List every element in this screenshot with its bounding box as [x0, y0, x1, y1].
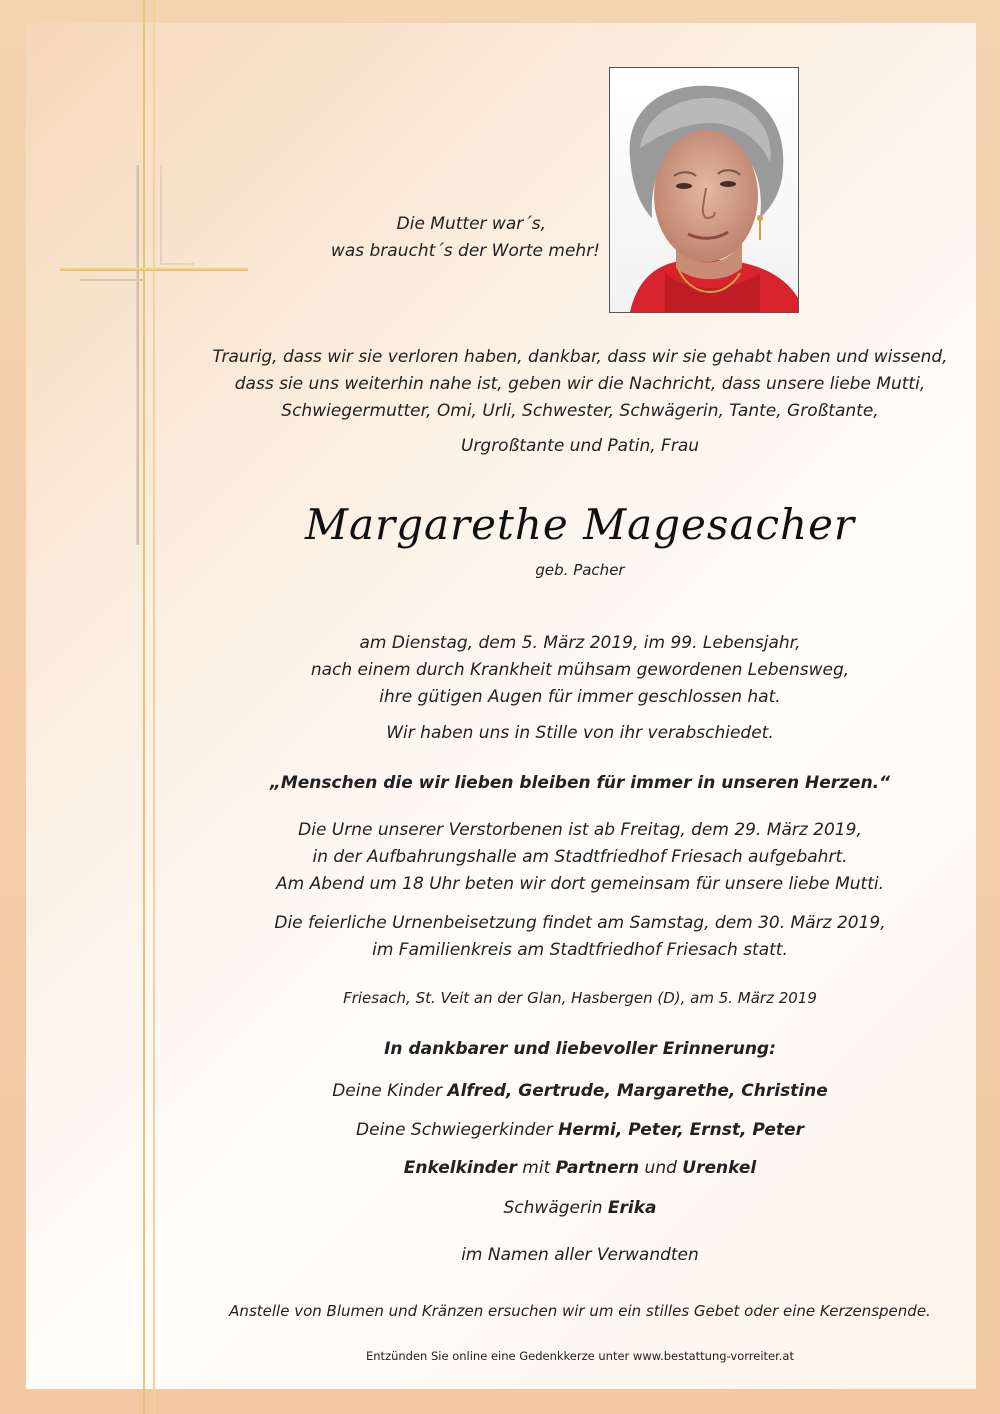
- portrait-illustration: [610, 68, 798, 312]
- grandchildren-with: mit: [522, 1158, 551, 1178]
- deceased-name: Margarethe Magesacher: [305, 500, 855, 549]
- intro-line-1: Traurig, dass wir sie verloren haben, dankbar, dass wir sie gehabt haben und wissend,: [212, 347, 948, 367]
- intro-line-4: Urgroßtante und Patin, Frau: [460, 436, 700, 456]
- intro-text: [190, 344, 970, 460]
- gold-line-right: [153, 0, 155, 1414]
- death-line-3: ihre gütigen Augen für immer geschlossen hat.: [379, 687, 781, 707]
- cross-shadow-horizontal: [160, 263, 194, 265]
- opening-quote-line-2: was braucht´s der Worte mehr!: [330, 241, 600, 261]
- burial-info: [190, 910, 970, 964]
- intro-line-3: Schwiegermutter, Omi, Urli, Schwester, Schwägerin, Tante, Großtante,: [281, 401, 879, 421]
- sister-in-law-name: Erika: [607, 1198, 657, 1218]
- portrait-photo: [609, 67, 799, 313]
- birth-name: geb. Pacher: [535, 561, 625, 579]
- place-and-date: Friesach, St. Veit an der Glan, Hasbergen (D), am 5. März 2019: [343, 989, 817, 1007]
- motto-quote: „Menschen die wir lieben bleiben für immer in unseren Herzen.“: [269, 773, 891, 793]
- family-grandchildren: [190, 1155, 970, 1182]
- cross-icon-horizontal: [60, 268, 248, 271]
- intro-line-2: dass sie uns weiterhin nahe ist, geben wir die Nachricht, dass unsere liebe Mutti,: [234, 374, 926, 394]
- opening-quote-line-1: Die Mutter war´s,: [396, 214, 546, 234]
- grandchildren-partners: Partnern: [555, 1158, 640, 1178]
- opening-quote: [300, 211, 600, 265]
- remembrance-heading: In dankbarer und liebevoller Erinnerung:: [384, 1039, 776, 1059]
- gold-line-left: [143, 0, 145, 1414]
- sister-in-law-prefix: Schwägerin: [503, 1198, 603, 1218]
- children-prefix: Deine Kinder: [332, 1081, 443, 1101]
- grandchildren-label: Enkelkinder: [403, 1158, 517, 1178]
- online-candle-link[interactable]: Entzünden Sie online eine Gedenkkerze unter www.bestattung-vorreiter.at: [366, 1349, 794, 1363]
- children-in-law-names: Hermi, Peter, Ernst, Peter: [558, 1120, 804, 1140]
- urn-line-1: Die Urne unserer Verstorbenen ist ab Freitag, dem 29. März 2019,: [298, 820, 862, 840]
- grandchildren-and: und: [644, 1158, 677, 1178]
- death-announcement: [190, 630, 970, 711]
- cross-shadow-vertical: [160, 165, 162, 265]
- family-sister-in-law: [190, 1195, 970, 1222]
- flowers-note: Anstelle von Blumen und Kränzen ersuchen wir um ein stilles Gebet oder eine Kerzenspende.: [229, 1302, 931, 1320]
- farewell-text: Wir haben uns in Stille von ihr verabschiedet.: [386, 723, 774, 743]
- cross-shadow-line: [80, 279, 144, 281]
- children-in-law-prefix: Deine Schwiegerkinder: [356, 1120, 553, 1140]
- death-line-1: am Dienstag, dem 5. März 2019, im 99. Lebensjahr,: [359, 633, 801, 653]
- on-behalf-of-relatives: im Namen aller Verwandten: [461, 1245, 699, 1265]
- children-names: Alfred, Gertrude, Margarethe, Christine: [447, 1081, 828, 1101]
- death-line-2: nach einem durch Krankheit mühsam gewordenen Lebensweg,: [310, 660, 850, 680]
- great-grandchildren: Urenkel: [682, 1158, 757, 1178]
- burial-line-1: Die feierliche Urnenbeisetzung findet am Samstag, dem 30. März 2019,: [274, 913, 886, 933]
- urn-info: [190, 817, 970, 898]
- family-children: [190, 1078, 970, 1105]
- burial-line-2: im Familienkreis am Stadtfriedhof Friesach statt.: [372, 940, 788, 960]
- cross-icon-vertical: [136, 165, 139, 545]
- family-children-in-law: [190, 1117, 970, 1144]
- urn-line-2: in der Aufbahrungshalle am Stadtfriedhof Friesach aufgebahrt.: [312, 847, 848, 867]
- urn-line-3: Am Abend um 18 Uhr beten wir dort gemeinsam für unsere liebe Mutti.: [276, 874, 884, 894]
